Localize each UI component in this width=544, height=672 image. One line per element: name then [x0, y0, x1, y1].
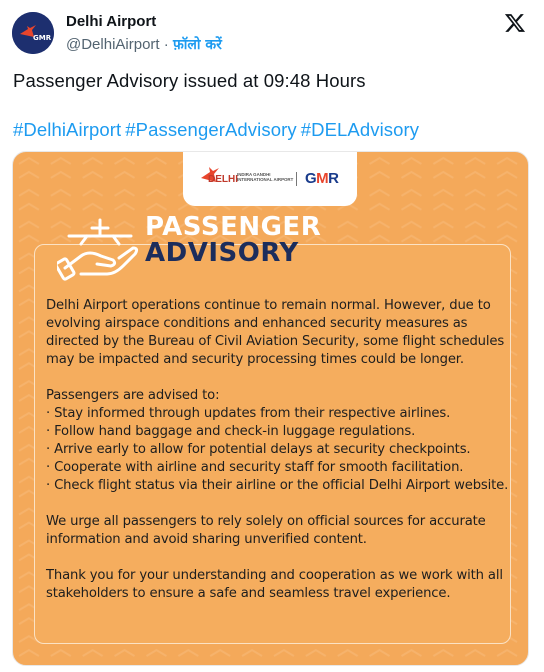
advice-item: · Follow hand baggage and check-in luggage regulations.: [46, 424, 416, 439]
logo-separator: [296, 172, 297, 186]
x-logo-icon[interactable]: [504, 12, 526, 34]
gmr-g: G: [305, 170, 317, 187]
advice-list: [46, 405, 509, 495]
gmr-r: R: [328, 170, 339, 187]
follow-button[interactable]: फ़ॉलो करें: [172, 37, 222, 53]
advice-item: · Check flight status via their airline or the official Delhi Airport website.: [46, 478, 509, 493]
plane-hand-icon: [57, 212, 143, 284]
handle-separator: ·: [159, 36, 173, 53]
hashtag-passenger-advisory[interactable]: #PassengerAdvisory: [125, 119, 297, 140]
gmr-logo: [305, 170, 339, 187]
advice-item: · Stay informed through updates from their respective airlines.: [46, 406, 451, 421]
advised-heading: Passengers are advised to:: [46, 388, 220, 403]
poster-title-line1: PASSENGER: [145, 212, 322, 242]
account-handle[interactable]: @DelhiAirport: [66, 36, 160, 53]
tweet-media-image[interactable]: [12, 151, 529, 666]
advisory-paragraph-1: Delhi Airport operations continue to remain normal. However, due to evolving airspace conditions and enhanced security measures as directed by the Bureau of Civil Aviation Security, some flight schedules may be impacted and security processing times could be longer.: [46, 298, 505, 367]
poster-title-line2: ADVISORY: [145, 238, 299, 268]
advisory-body: [46, 297, 509, 621]
poster-logo-tab: [183, 152, 357, 206]
tweet-header: [12, 8, 532, 60]
hashtags: [13, 119, 423, 141]
logo-delhi-text: DELHI: [208, 174, 238, 185]
advisory-paragraph-2: We urge all passengers to rely solely on official sources for accurate information and avoid sharing unverified content.: [46, 514, 486, 547]
tweet-text: Passenger Advisory issued at 09:48 Hours: [13, 70, 366, 91]
account-avatar[interactable]: [12, 12, 54, 54]
logo-subtitle: INDIRA GANDHI INTERNATIONAL AIRPORT: [237, 172, 294, 183]
gmr-m: M: [316, 170, 329, 187]
hashtag-del-advisory[interactable]: #DELAdvisory: [300, 119, 420, 140]
avatar-logo-icon: [12, 12, 54, 54]
advice-item: · Arrive early to allow for potential delays at security checkpoints.: [46, 442, 471, 457]
avatar-badge: GMR: [33, 34, 52, 42]
hashtag-delhi-airport[interactable]: #DelhiAirport: [13, 119, 122, 140]
handle-line: [66, 35, 222, 54]
account-name[interactable]: Delhi Airport: [66, 13, 157, 30]
advice-item: · Cooperate with airline and security staff for smooth facilitation.: [46, 460, 464, 475]
advisory-paragraph-3: Thank you for your understanding and cooperation as we work with all stakeholders to ensure a safe and seamless travel experience.: [46, 568, 503, 601]
